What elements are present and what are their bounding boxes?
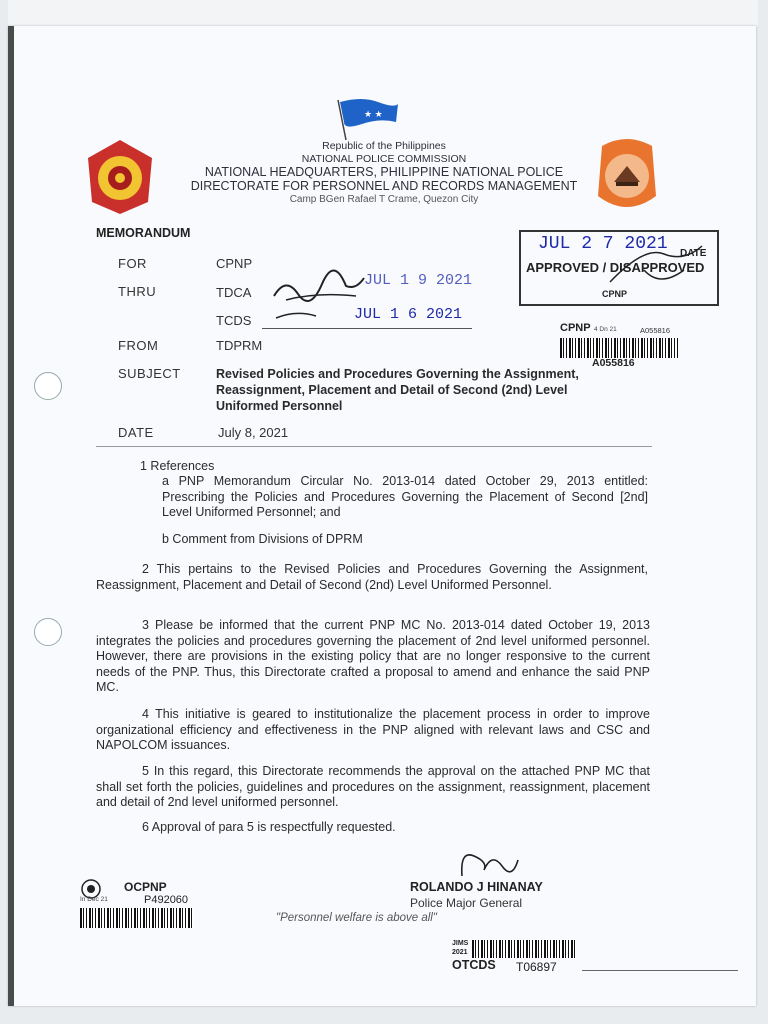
otcds-number: T06897 [516,960,557,974]
header-nhq: NATIONAL HEADQUARTERS, PHILIPPINE NATIONAL POLICE [204,165,564,179]
cpnp-barcode [560,338,678,358]
signatory-name: ROLANDO J HINANAY [410,880,543,894]
ocpnp-small: In Dec 21 [80,896,108,903]
jims-year: 2021 [452,949,468,956]
thru-value-tcds: TCDS [216,313,252,328]
approval-status: APPROVED / DISAPPROVED [526,260,705,275]
paragraph-5: 5 In this regard, this Directorate recommends the approval on the attached PNP MC that shall set forth the policies, guidelines and procedures on the assignment, reassignment, placement and detail of 2nd level uniformed personnel. [96,764,650,809]
header-directorate: DIRECTORATE FOR PERSONNEL AND RECORDS MANAGEMENT [190,179,578,193]
date-label: DATE [118,425,154,440]
date-value: July 8, 2021 [218,425,289,440]
tdca-date-stamp: JUL 1 9 2021 [364,272,473,289]
tcds-line [262,328,472,329]
paragraph-4: 4 This initiative is geared to institutionalize the placement process in order to improve organizational efficiency and effectiveness in the PNP aligned with relevant laws and CSC and NAPOLCOM issuances. [96,707,650,752]
svg-text:★ ★: ★ ★ [364,109,383,119]
subject-value [216,366,652,414]
otcds-label: OTCDS [452,958,496,972]
references-heading: 1 References [140,459,215,473]
cpnp-code-small: 4 Dn 21 [594,326,617,333]
subject-line-2: Reassignment, Placement and Detail of Second (2nd) Level [216,383,568,397]
reference-b: b Comment from Divisions of DPRM [162,532,363,546]
header-republic: Republic of the Philippines [322,140,446,152]
memo-title: MEMORANDUM [96,226,191,240]
header-address: Camp BGen Rafael T Crame, Quezon City [289,194,479,205]
approval-signature [604,240,710,290]
subject-line-3: Uniformed Personnel [216,399,343,413]
approval-date-label: DATE [680,248,707,259]
cpnp-code-number: A055816 [640,326,671,335]
subject-label: SUBJECT [118,366,181,381]
cpnp-code-label: CPNP [560,322,591,334]
paragraph-3: 3 Please be informed that the current PNP MC No. 2013-014 dated October 19, 2013 integrates the policies and procedures governing the placement of 2nd level uniformed personnel. However, there are provisions in the existing policy that are no longer responsive to the current needs of the PNP. Thus, this Directorate crafted a proposal to amend and enhance the said PNP MC. [96,618,650,694]
subject-line-1: Revised Policies and Procedures Governing the Assignment, [216,367,579,381]
motto: "Personnel welfare is above all" [276,912,437,924]
paragraph-6: 6 Approval of para 5 is respectfully requested. [142,820,396,834]
from-label: FROM [118,338,159,353]
pnp-seal-icon [84,138,156,216]
header-napolcom: NATIONAL POLICE COMMISSION [301,153,467,165]
ocpnp-label: OCPNP [124,880,167,894]
punch-hole-top [34,372,62,400]
thru-value-tdca: TDCA [216,285,252,300]
header-divider [96,446,652,447]
otcds-barcode [472,940,576,958]
thru-label: THRU [118,284,157,299]
ocpnp-number: P492060 [144,894,189,906]
scan-top-margin [8,0,758,26]
punch-hole-bottom [34,618,62,646]
ocpnp-barcode [80,908,194,928]
for-value: CPNP [216,256,253,271]
tcds-date-stamp: JUL 1 6 2021 [354,306,463,323]
jims-label: JIMS [452,940,469,947]
reference-a: a PNP Memorandum Circular No. 2013-014 dated October 29, 2013 entitled: Prescribing the Policies and Procedures Governing the Placement of Second [2nd] Level Uniformed Personnel; and [162,474,648,519]
signatory-rank: Police Major General [410,896,523,910]
from-value: TDPRM [216,338,263,353]
page-edge [8,26,14,1006]
otcds-line [582,970,738,971]
paragraph-2: 2 This pertains to the Revised Policies and Procedures Governing the Assignment, Reassignment, Placement and Detail of Second (2nd) Level Uniformed Personnel. [96,562,648,592]
cpnp-barcode-number: A055816 [592,357,635,369]
flag-icon [332,96,404,142]
approval-date: JUL 2 7 2021 [538,234,668,254]
approval-authority: CPNP [602,289,628,299]
for-label: FOR [118,256,147,271]
